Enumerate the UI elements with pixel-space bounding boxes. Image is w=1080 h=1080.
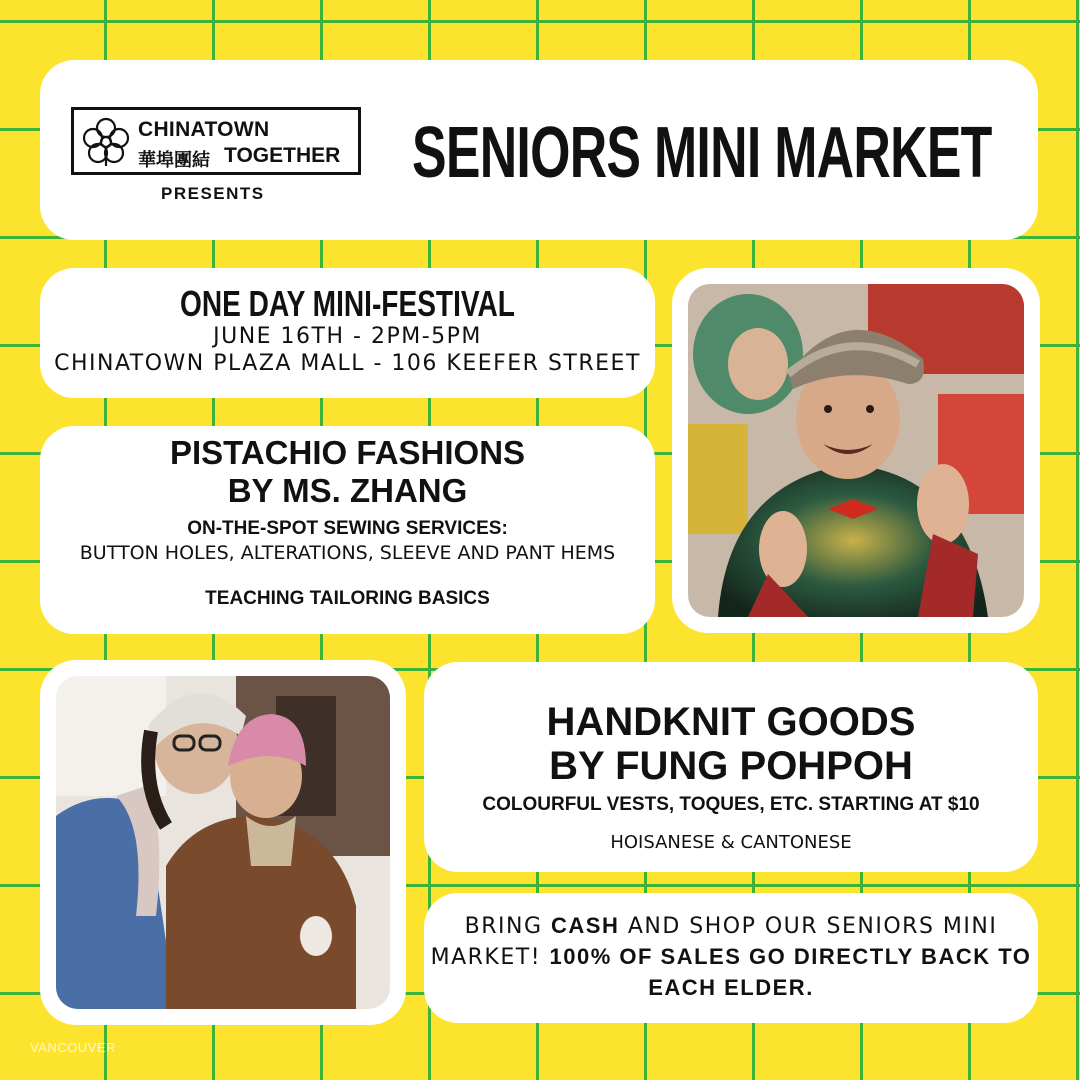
watermark: VANCOUVER bbox=[30, 1040, 116, 1055]
photo-frame-ms-zhang bbox=[672, 268, 1040, 633]
logo-text-chinatown: CHINATOWN bbox=[138, 118, 270, 141]
pistachio-title-line2: BY MS. ZHANG bbox=[227, 472, 468, 509]
festival-title: ONE DAY MINI-FESTIVAL bbox=[180, 283, 515, 324]
pistachio-card bbox=[40, 426, 655, 634]
sewing-services-title: ON-THE-SPOT SEWING SERVICES: bbox=[187, 518, 508, 539]
handknit-title-line2: BY FUNG POHPOH bbox=[549, 744, 913, 788]
logo-text-together: TOGETHER bbox=[224, 144, 341, 167]
pistachio-title bbox=[40, 434, 655, 510]
handknit-description: COLOURFUL VESTS, TOQUES, ETC. STARTING AT $10 bbox=[482, 794, 980, 815]
handknit-title-line1: HANDKNIT GOODS bbox=[546, 700, 916, 744]
presents-label: PRESENTS bbox=[161, 184, 265, 203]
festival-date: JUNE 16TH - 2PM-5PM bbox=[213, 324, 482, 349]
flower-knot-icon bbox=[78, 114, 134, 170]
cash-card bbox=[424, 893, 1038, 1023]
cash-text-sales: 100% OF SALES GO DIRECTLY BACK TO EACH ELDER. bbox=[549, 944, 1032, 1000]
chinatown-together-logo bbox=[71, 107, 361, 175]
handknit-card bbox=[424, 662, 1038, 872]
festival-card bbox=[40, 268, 655, 398]
photo-frame-fung-pohpoh bbox=[40, 660, 406, 1025]
cash-message bbox=[424, 911, 1038, 1004]
sewing-services-list: BUTTON HOLES, ALTERATIONS, SLEEVE AND PANT HEMS bbox=[79, 542, 616, 564]
cash-text-part1: BRING bbox=[464, 914, 551, 939]
tailoring-teaching: TEACHING TAILORING BASICS bbox=[205, 588, 490, 609]
cash-text-part3: AND SHOP OUR SENIORS MINI MARKET! bbox=[430, 914, 998, 970]
cash-text-emphasis: CASH bbox=[551, 913, 620, 938]
handknit-title bbox=[424, 700, 1038, 788]
pistachio-title-line1: PISTACHIO FASHIONS bbox=[169, 434, 526, 471]
handknit-languages: HOISANESE & CANTONESE bbox=[610, 832, 852, 853]
festival-location: CHINATOWN PLAZA MALL - 106 KEEFER STREET bbox=[54, 351, 641, 376]
logo-text-chinese: 華埠團結 bbox=[138, 150, 210, 171]
header-card bbox=[40, 60, 1038, 240]
page-title: SENIORS MINI MARKET bbox=[412, 113, 992, 193]
photo-two-women bbox=[56, 676, 390, 1009]
photo-smiling-elder bbox=[688, 284, 1024, 617]
